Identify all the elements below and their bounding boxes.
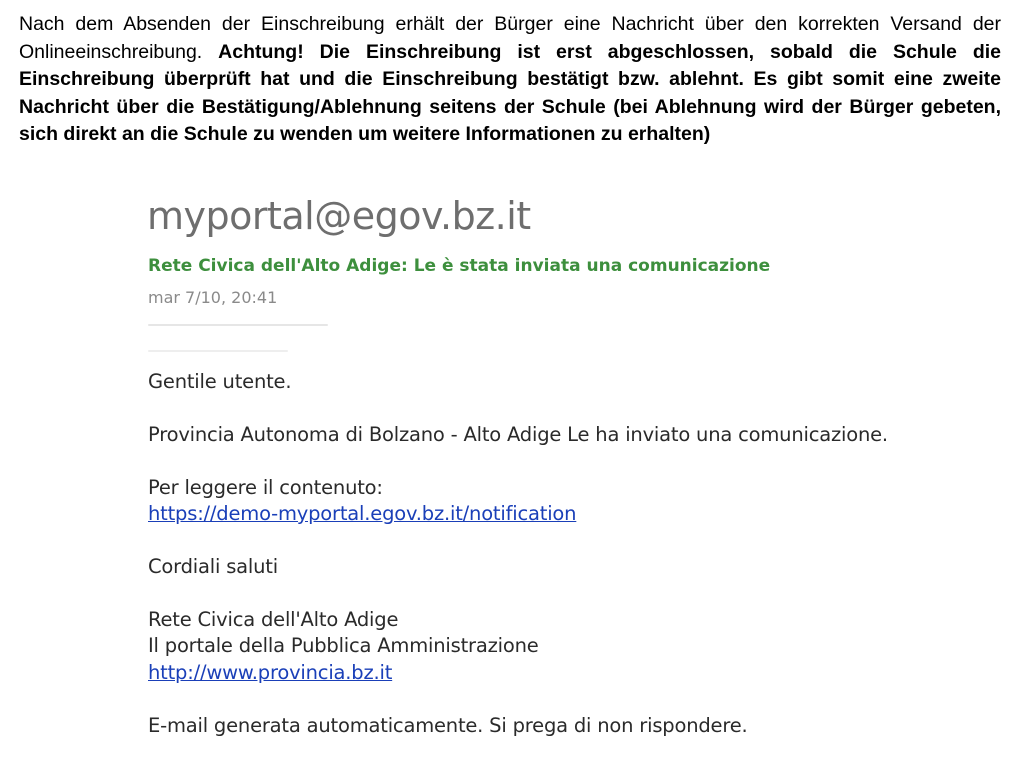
intro-paragraph	[19, 11, 1001, 149]
intro-normal-text: Nach dem Absenden der Einschreibung erhält der Bürger eine Nachricht über den korrekten Versand der Onlineeinschreibung.	[19, 13, 1001, 63]
faded-recipient-line	[148, 324, 328, 326]
email-subject: Rete Civica dell'Alto Adige: Le è stata inviata una comunicazione	[148, 256, 771, 276]
email-date: mar 7/10, 20:41	[148, 288, 278, 307]
faded-divider-line	[148, 350, 288, 352]
email-screenshot	[147, 190, 967, 750]
notification-link[interactable]: https://demo-myportal.egov.bz.it/notification	[148, 502, 577, 525]
email-org-tagline: Il portale della Pubblica Amministrazione	[148, 634, 539, 657]
email-regards: Cordiali saluti	[148, 555, 278, 578]
provincia-link[interactable]: http://www.provincia.bz.it	[148, 661, 393, 684]
intro-warning-text: Achtung! Die Einschreibung ist erst abgeschlossen, sobald die Schule die Einschreibung überprüft hat und die Einschreibung bestätigt bzw. ablehnt. Es gibt somit eine zweite Nachricht über die Bestätigung/Ablehnung seitens der Schule (bei Ablehnung wird der Bürger gebeten, sich direkt an die Schule zu wenden um weitere Informationen zu erhalten)	[19, 40, 1001, 145]
email-auto-notice: E-mail generata automaticamente. Si prega di non rispondere.	[148, 714, 748, 737]
email-sent-notice: Provincia Autonoma di Bolzano - Alto Adige Le ha inviato una comunicazione.	[148, 423, 888, 446]
email-sender: myportal@egov.bz.it	[147, 194, 531, 238]
email-read-prompt: Per leggere il contenuto:	[148, 476, 383, 499]
email-greeting: Gentile utente.	[148, 370, 292, 393]
email-org-name: Rete Civica dell'Alto Adige	[148, 608, 399, 631]
